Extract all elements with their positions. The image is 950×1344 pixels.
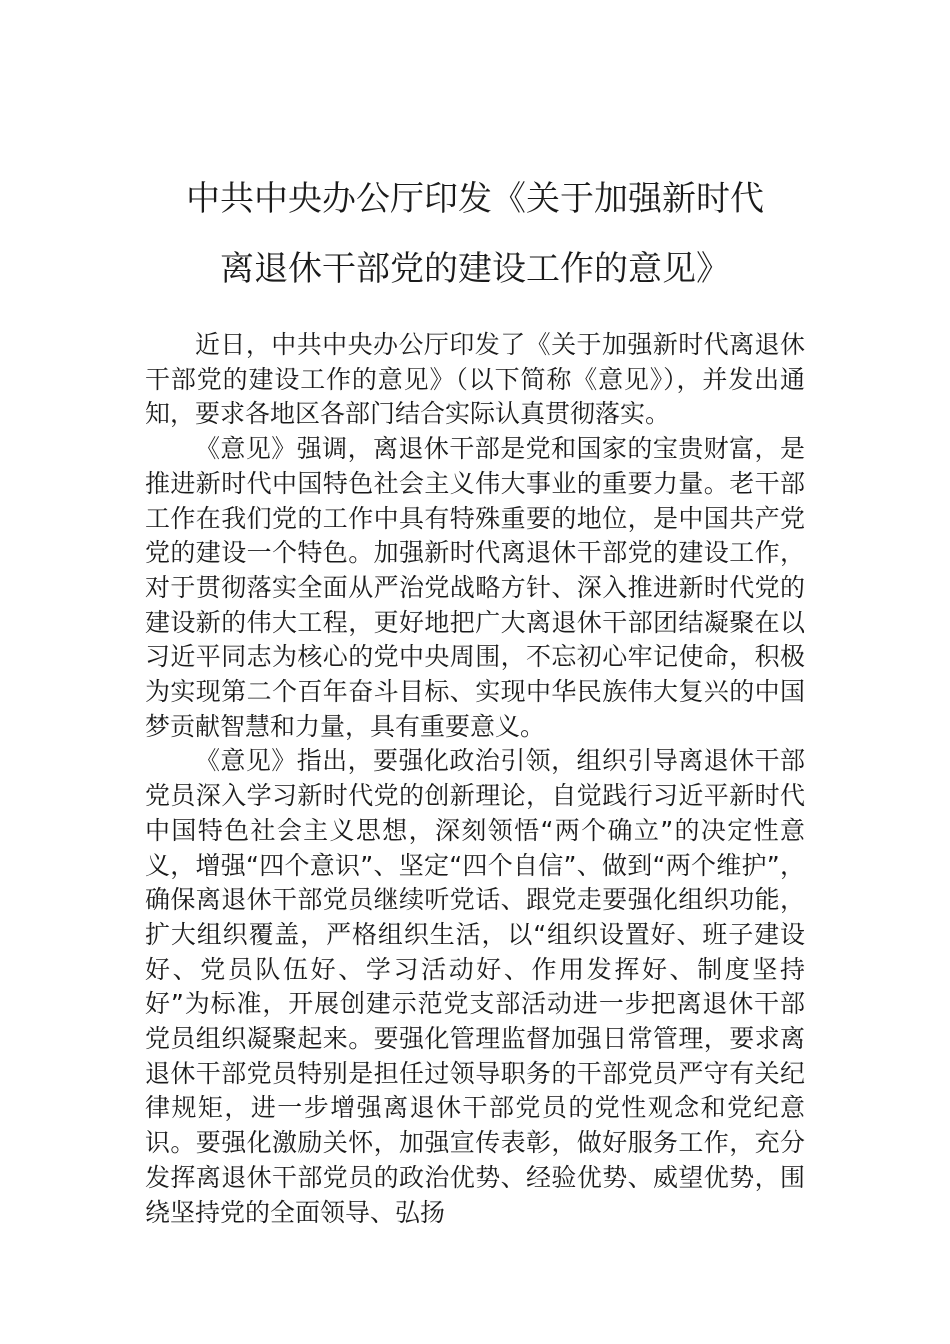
paragraph-1: 近日，中共中央办公厅印发了《关于加强新时代离退休干部党的建设工作的意见》（以下简称《意见》），并发出通知，要求各地区各部门结合实际认真贯彻落实。 bbox=[145, 330, 805, 429]
title-line-1: 中共中央办公厅印发《关于加强新时代 bbox=[186, 179, 764, 219]
paragraph-3: 《意见》指出，要强化政治引领，组织引导离退休干部党员深入学习新时代党的创新理论，自觉践行习近平新时代中国特色社会主义思想，深刻领悟“两个确立”的决定性意义，增强“四个意识”、坚定“四个自信”、做到“两个维护”，确保离退休干部党员继续听党话、跟党走要强化组织功能，扩大组织覆盖，严格组织生活，以“组织设置好、班子建设好、党员队伍好、学习活动好、作用发挥好、制度坚持好”为标准，开展创建示范党支部活动进一步把离退休干部党员组织凝聚起来。要强化管理监督加强日常管理，要求离退休干部党员特别是担任过领导职务的干部党员严守有关纪律规矩，进一步增强离退休干部党员的党性观念和党纪意识。要强化激励关怀，加强宣传表彰，做好服务工作，充分发挥离退休干部党员的政治优势、经验优势、威望优势，围绕坚持党的全面领导、弘扬 bbox=[145, 746, 805, 1227]
paragraph-2: 《意见》强调，离退休干部是党和国家的宝贵财富，是推进新时代中国特色社会主义伟大事业的重要力量。老干部工作在我们党的工作中具有特殊重要的地位，是中国共产党党的建设一个特色。加强新时代离退休干部党的建设工作，对于贯彻落实全面从严治党战略方针、深入推进新时代党的建设新的伟大工程，更好地把广大离退休干部团结凝聚在以习近平同志为核心的党中央周围，不忘初心牢记使命，积极为实现第二个百年奋斗目标、实现中华民族伟大复兴的中国梦贡献智慧和力量，具有重要意义。 bbox=[145, 434, 805, 741]
title-line-2: 离退休干部党的建设工作的意见》 bbox=[220, 249, 730, 289]
document-body bbox=[145, 328, 805, 1230]
document-title bbox=[0, 164, 950, 304]
